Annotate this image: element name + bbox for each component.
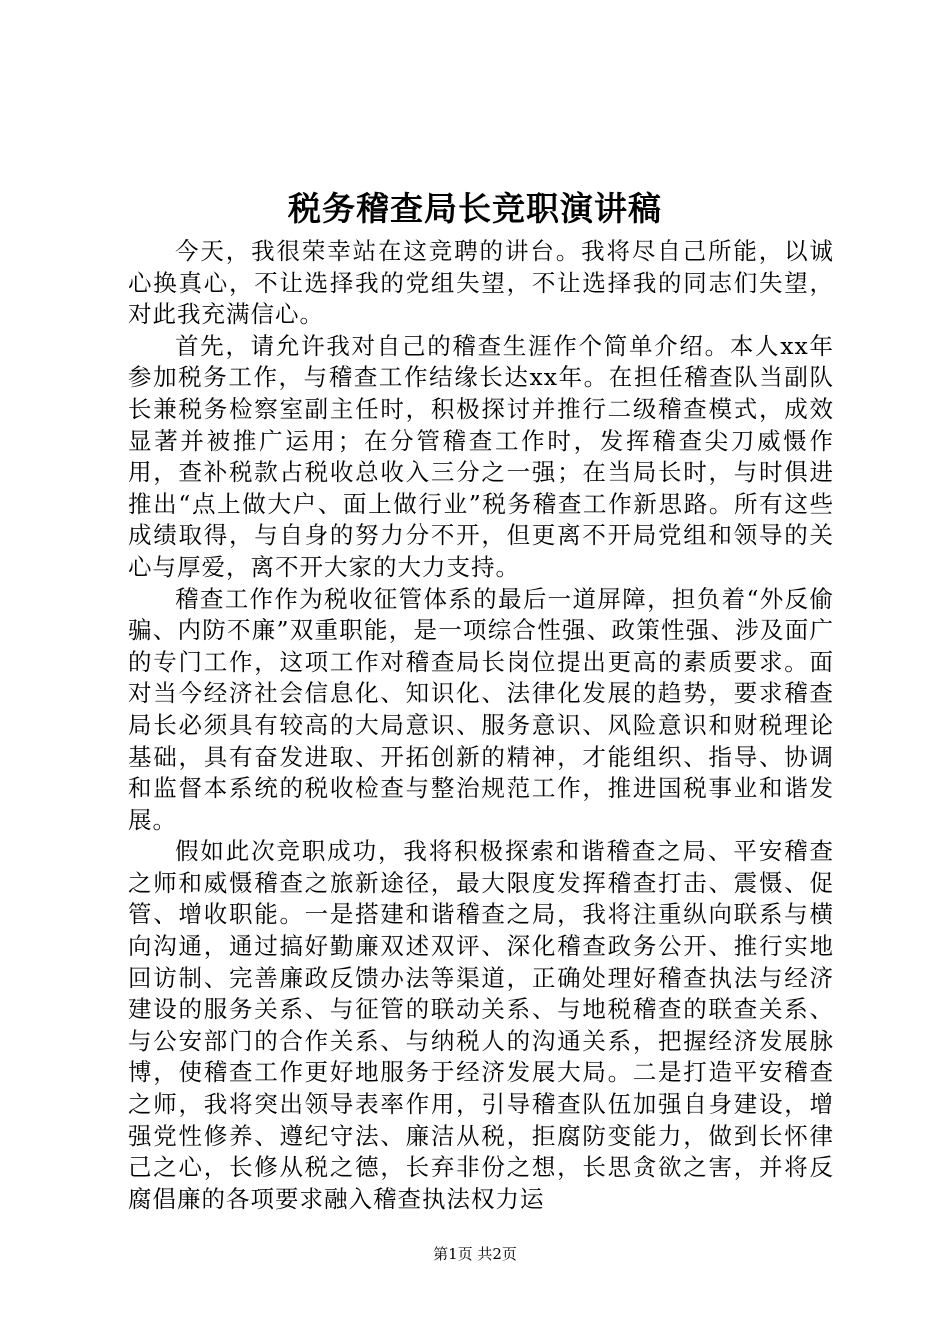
paragraph-1: 今天，我很荣幸站在这竞聘的讲台。我将尽自己所能，以诚心换真心，不让选择我的党组失望，不让选择我的同志们失望，对此我充满信心。	[128, 237, 834, 329]
document-body	[128, 236, 834, 1215]
paragraph-3: 稽查工作作为税收征管体系的最后一道屏障，担负着“外反偷骗、内防不廉”双重职能，是一项综合性强、政策性强、涉及面广的专门工作，这项工作对稽查局长岗位提出更高的素质要求。面对当今经济社会信息化、知识化、法律化发展的趋势，要求稽查局长必须具有较高的大局意识、服务意识、风险意识和财税理论基础，具有奋发进取、开拓创新的精神，才能组织、指导、协调和监督本系统的税收检查与整治规范工作，推进国税事业和谐发展。	[128, 584, 834, 834]
paragraph-4: 假如此次竞职成功，我将积极探索和谐稽查之局、平安稽查之师和威慑稽查之旅新途径，最大限度发挥稽查打击、震慑、促管、增收职能。一是搭建和谐稽查之局，我将注重纵向联系与横向沟通，通过搞好勤廉双述双评、深化稽查政务公开、推行实地回访制、完善廉政反馈办法等渠道，正确处理好稽查执法与经济建设的服务关系、与征管的联动关系、与地税稽查的联查关系、与公安部门的合作关系、与纳税人的沟通关系，把握经济发展脉博，使稽查工作更好地服务于经济发展大局。二是打造平安稽查之师，我将突出领导表率作用，引导稽查队伍加强自身建设，增强党性修养、遵纪守法、廉洁从税，拒腐防变能力，做到长怀律己之心，长修从税之德，长弃非份之想，长思贪欲之害，并将反腐倡廉的各项要求融入稽查执法权力运	[128, 837, 834, 1213]
document-title: 税务稽查局长竞职演讲稿	[288, 189, 662, 228]
paragraph-2: 首先，请允许我对自己的稽查生涯作个简单介绍。本人xx年参加税务工作，与稽查工作结缘长达xx年。在担任稽查队当副队长兼税务检察室副主任时，积极探讨并推行二级稽查模式，成效显著并被推广运用；在分管稽查工作时，发挥稽查尖刀威慑作用，查补税款占税收总收入三分之一强；在当局长时，与时俱进推出“点上做大户、面上做行业”税务稽查工作新思路。所有这些成绩取得，与自身的努力分不开，但更离不开局党组和领导的关心与厚爱，离不开大家的大力支持。	[128, 331, 834, 581]
page-footer: 第1页 共2页	[433, 1245, 517, 1263]
